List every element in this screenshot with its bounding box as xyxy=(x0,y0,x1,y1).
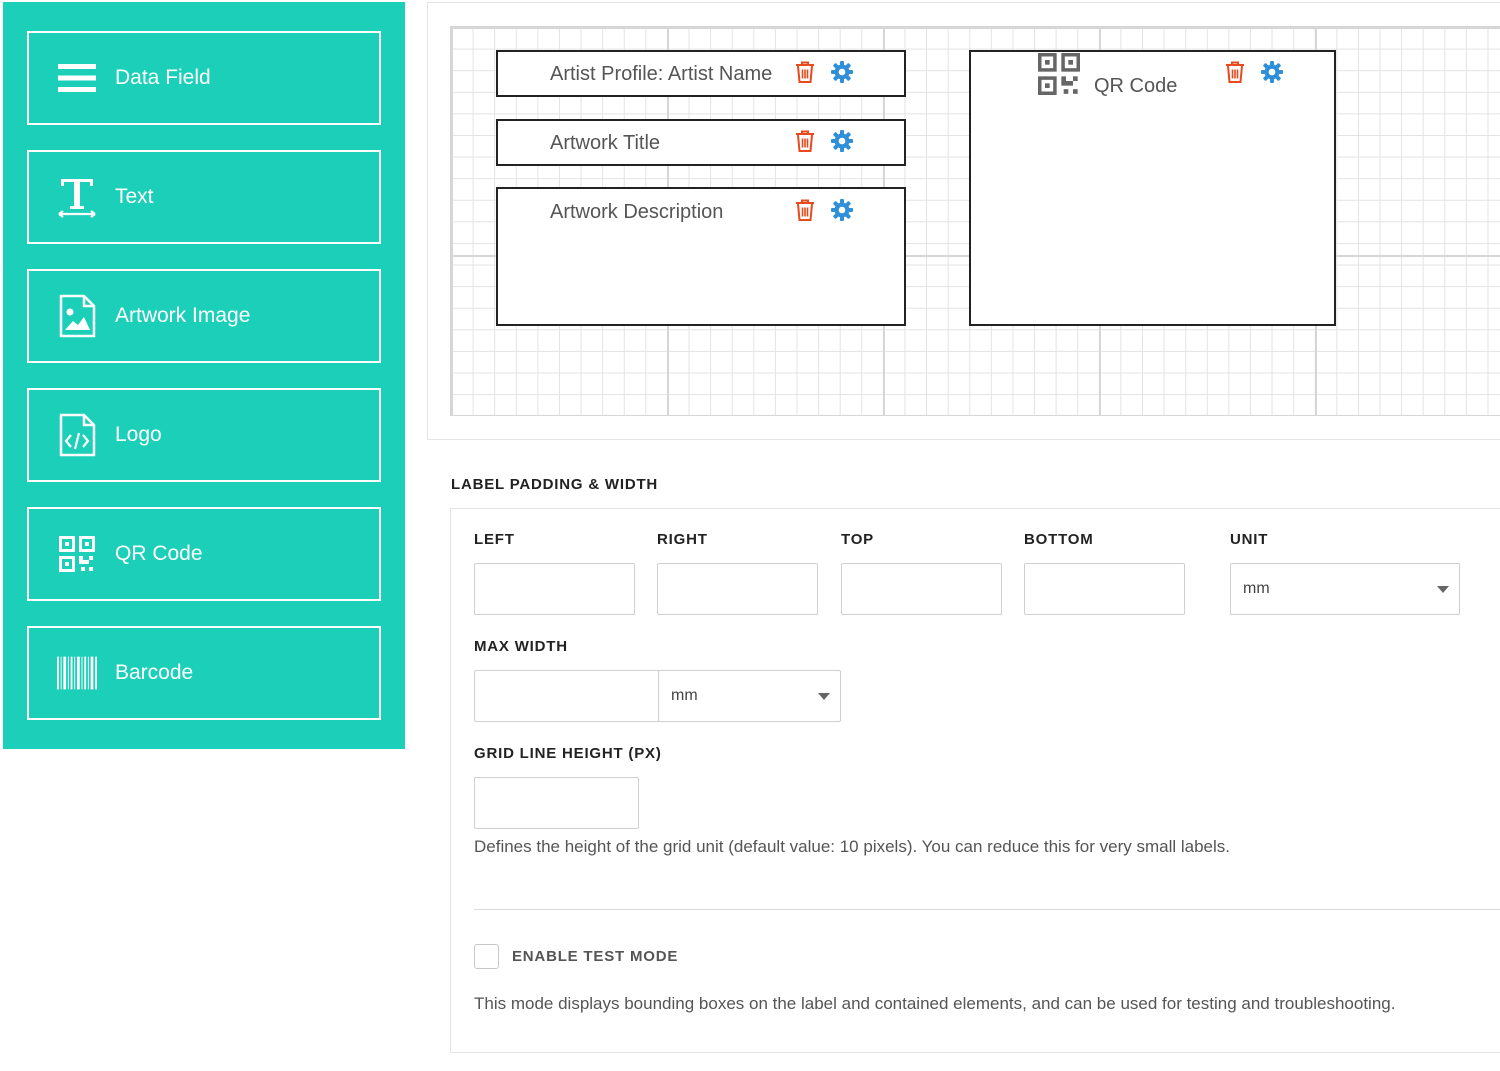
test-mode-checkbox[interactable] xyxy=(474,944,499,969)
element-label: Artist Profile: Artist Name xyxy=(550,63,773,85)
test-mode-label[interactable]: ENABLE TEST MODE xyxy=(512,948,679,965)
tool-artwork-image[interactable] xyxy=(27,269,381,363)
grid-line-height-input[interactable] xyxy=(474,777,639,829)
barcode-icon xyxy=(57,651,97,695)
max-width-unit-select[interactable] xyxy=(658,670,841,722)
chevron-down-icon xyxy=(818,693,830,700)
padding-top-input[interactable] xyxy=(841,563,1002,615)
text-icon xyxy=(57,175,97,219)
code-file-icon xyxy=(57,413,97,457)
chevron-down-icon xyxy=(1437,586,1449,593)
element-label: Artwork Description xyxy=(550,201,724,223)
max-width-label: MAX WIDTH xyxy=(474,638,568,655)
tool-qr-code[interactable] xyxy=(27,507,381,601)
padding-left-input[interactable] xyxy=(474,563,635,615)
grid-line-height-label: GRID LINE HEIGHT (PX) xyxy=(474,745,662,762)
tool-text[interactable] xyxy=(27,150,381,244)
tool-label: Data Field xyxy=(115,66,211,89)
delete-icon[interactable] xyxy=(794,198,816,222)
padding-bottom-input[interactable] xyxy=(1024,563,1185,615)
tool-label: Logo xyxy=(115,423,162,446)
tool-barcode[interactable] xyxy=(27,626,381,720)
element-toolbox xyxy=(3,2,405,749)
tool-label: Barcode xyxy=(115,661,194,684)
grid-help-text: Defines the height of the grid unit (default value: 10 pixels). You can reduce this for very small labels. xyxy=(474,837,1230,856)
tool-data-field[interactable] xyxy=(27,31,381,125)
section-title: LABEL PADDING & WIDTH xyxy=(451,476,659,493)
element-qr-code[interactable] xyxy=(969,50,1336,326)
unit-select-value: mm xyxy=(1243,580,1270,597)
unit-label: UNIT xyxy=(1230,531,1269,548)
right-label: RIGHT xyxy=(657,531,708,548)
divider xyxy=(474,909,1500,910)
max-width-input[interactable] xyxy=(474,670,659,722)
gear-icon[interactable] xyxy=(830,129,854,153)
padding-right-input[interactable] xyxy=(657,563,818,615)
tool-label: Text xyxy=(115,185,154,208)
hamburger-icon xyxy=(57,56,97,100)
qr-code-icon xyxy=(1038,53,1080,95)
element-artwork-description[interactable] xyxy=(496,187,906,326)
max-width-unit-value: mm xyxy=(671,687,698,704)
gear-icon[interactable] xyxy=(830,198,854,222)
element-label: Artwork Title xyxy=(550,132,661,154)
bottom-label: BOTTOM xyxy=(1024,531,1094,548)
unit-select[interactable] xyxy=(1230,563,1460,615)
delete-icon[interactable] xyxy=(1224,60,1246,84)
element-artist-name[interactable] xyxy=(496,50,906,97)
element-label: QR Code xyxy=(1094,75,1178,97)
image-icon xyxy=(57,294,97,338)
test-mode-help-text: This mode displays bounding boxes on the label and contained elements, and can be used for testing and troubleshooting. xyxy=(474,994,1396,1013)
tool-logo[interactable] xyxy=(27,388,381,482)
left-label: LEFT xyxy=(474,531,515,548)
qr-code-icon xyxy=(57,532,97,576)
tool-label: QR Code xyxy=(115,542,203,565)
gear-icon[interactable] xyxy=(830,60,854,84)
delete-icon[interactable] xyxy=(794,129,816,153)
delete-icon[interactable] xyxy=(794,60,816,84)
top-label: TOP xyxy=(841,531,874,548)
element-artwork-title[interactable] xyxy=(496,119,906,166)
gear-icon[interactable] xyxy=(1260,60,1284,84)
tool-label: Artwork Image xyxy=(115,304,251,327)
